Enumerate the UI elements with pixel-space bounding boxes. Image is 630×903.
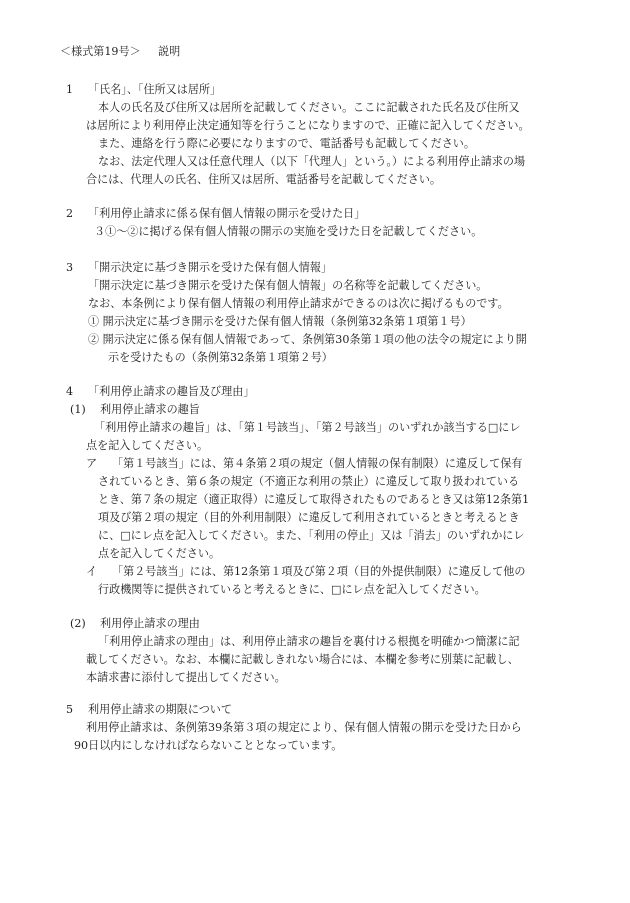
- section-2-line: ３①～②に掲げる保有個人情報の開示の実施を受けた日を記載してください。: [94, 225, 483, 238]
- section-3-line: ① 開示決定に基づき開示を受けた保有個人情報（条例第32条第１項第１号）: [88, 315, 472, 328]
- document-title: 説明: [158, 45, 181, 58]
- section-3-title: 「開示決定に基づき開示を受けた保有個人情報」: [88, 261, 333, 274]
- item-a-line: されているとき、第６条の規定（不適正な利用の禁止）に違反して取り扱われている: [98, 475, 520, 488]
- section-3-number: 3: [66, 261, 74, 274]
- subsection-1-number: (1): [70, 403, 86, 416]
- item-i-mark: イ: [86, 565, 98, 578]
- section-1-line: は居所により利用停止決定通知等を行うことになりますので、正確に記入してください。: [86, 119, 530, 132]
- section-1-line: なお、法定代理人又は任意代理人（以下「代理人」という。）による利用停止請求の場: [98, 155, 526, 168]
- section-1-line: 本人の氏名及び住所又は居所を記載してください。ここに記載された氏名及び住所又: [98, 101, 520, 114]
- section-3-line: なお、本条例により保有個人情報の利用停止請求ができるのは次に掲げるものです。: [88, 297, 509, 310]
- subsection-1-title: 利用停止請求の趣旨: [100, 403, 200, 416]
- item-a-line: 点を記入してください。: [98, 547, 221, 560]
- section-4-title: 「利用停止請求の趣旨及び理由」: [88, 385, 255, 398]
- section-1-line: また、連絡を行う際に必要になりますので、電話番号も記載してください。: [98, 137, 475, 150]
- section-5-number: 5: [66, 703, 74, 716]
- subsection-2-line: 載してください。なお、本欄に記載しきれない場合には、本欄を参考に別葉に記載し、: [86, 653, 519, 666]
- subsection-2-title: 利用停止請求の理由: [100, 617, 200, 630]
- item-a-line: 「第１号該当」には、第４条第２項の規定（個人情報の保有制限）に違反して保有: [112, 457, 523, 470]
- subsection-1-line: 点を記入してください。: [86, 439, 209, 452]
- subsection-2-number: (2): [70, 617, 86, 630]
- item-a-line: 項及び第２項の規定（目的外利用制限）に違反して利用されているときと考えるとき: [98, 511, 520, 524]
- section-4-number: 4: [66, 385, 74, 398]
- section-2-title: 「利用停止請求に係る保有個人情報の開示を受けた日」: [88, 207, 366, 220]
- section-1-number: 1: [66, 83, 74, 96]
- item-a-line: とき、第７条の規定（適正取得）に違反して取得されたものであるとき又は第12条第1: [98, 493, 530, 506]
- section-1-title: 「氏名」、「住所又は居所」: [88, 83, 222, 96]
- section-1-line: 合には、代理人の氏名、住所又は居所、電話番号を記載してください。: [86, 173, 442, 186]
- section-5-title: 利用停止請求の期限について: [88, 703, 232, 716]
- subsection-1-line: 「利用停止請求の趣旨」は、「第１号該当」、「第２号該当」のいずれか該当する□にレ: [94, 421, 521, 434]
- section-5-line: 利用停止請求は、条例第39条第３項の規定により、保有個人情報の開示を受けた日から: [86, 721, 522, 734]
- item-i-line: 行政機関等に提供されていると考えるときに、□にレ点を記入してください。: [98, 583, 486, 596]
- item-a-mark: ア: [86, 457, 98, 470]
- subsection-2-line: 「利用停止請求の理由」は、利用停止請求の趣旨を裏付ける根拠を明確かつ簡潔に記: [98, 635, 520, 648]
- item-a-line: に、□にレ点を記入してください。また、「利用の停止」又は「消去」のいずれかにレ: [98, 529, 525, 542]
- section-3-line: ② 開示決定に係る保有個人情報であって、条例第30条第１項の他の法令の規定により開: [88, 333, 527, 346]
- section-2-number: 2: [66, 207, 74, 220]
- item-i-line: 「第２号該当」には、第12条第１項及び第２項（目的外提供制限）に違反して他の: [112, 565, 526, 578]
- section-5-line: 90日以内にしなければならないこととなっています。: [74, 739, 343, 752]
- section-3-line: 示を受けたもの（条例第32条第１項第２号）: [108, 351, 333, 364]
- subsection-2-line: 本請求書に添付して提出してください。: [86, 671, 286, 684]
- section-3-line: 「開示決定に基づき開示を受けた保有個人情報」の名称等を記載してください。: [88, 279, 488, 292]
- form-number: ＜様式第19号＞: [60, 45, 141, 58]
